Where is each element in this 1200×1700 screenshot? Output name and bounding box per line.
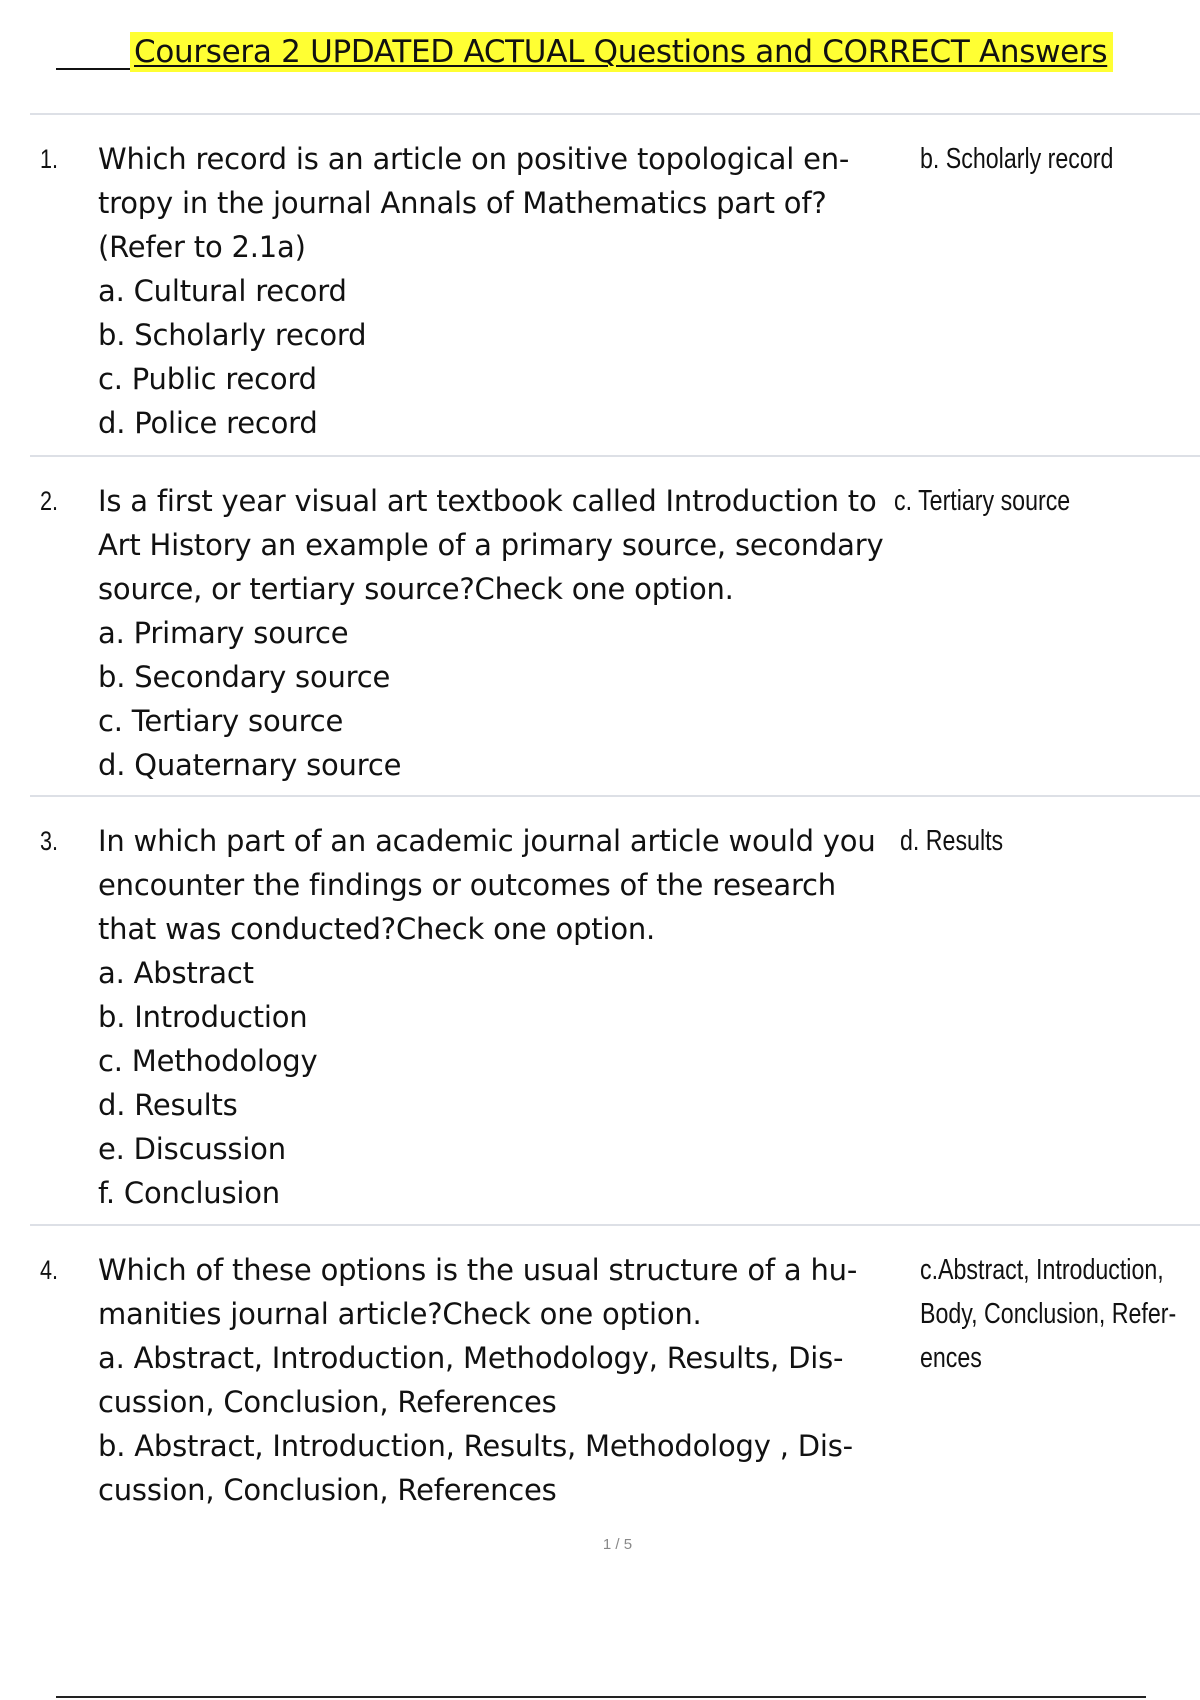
answer-text: b. Scholarly record bbox=[920, 143, 1114, 175]
question-line: encounter the findings or outcomes of the research bbox=[98, 868, 836, 902]
question-2 bbox=[30, 455, 1200, 795]
option-a: a. Abstract bbox=[98, 956, 254, 990]
question-number: 4. bbox=[40, 1255, 59, 1285]
title-leading-rule bbox=[56, 68, 134, 70]
option-d: d. Police record bbox=[98, 406, 318, 440]
option-d: d. Quaternary source bbox=[98, 748, 402, 782]
option-a: a. Cultural record bbox=[98, 274, 347, 308]
question-text bbox=[98, 819, 928, 1215]
option-b: b. Abstract, Introduction, Results, Methodology , Dis- bbox=[98, 1429, 853, 1463]
question-3 bbox=[30, 795, 1200, 1224]
option-c: c. Tertiary source bbox=[98, 704, 344, 738]
option-c: c. Public record bbox=[98, 362, 317, 396]
option-c: c. Methodology bbox=[98, 1044, 318, 1078]
answer-text bbox=[920, 1248, 1192, 1380]
option-b: b. Introduction bbox=[98, 1000, 308, 1034]
answer-line: Body, Conclusion, Refer- bbox=[920, 1298, 1177, 1330]
question-4 bbox=[30, 1224, 1200, 1586]
question-text bbox=[98, 137, 928, 445]
document-header bbox=[56, 28, 1146, 78]
page-number: 1 / 5 bbox=[602, 1536, 633, 1553]
question-text bbox=[98, 1248, 928, 1512]
footer-rule bbox=[56, 1696, 1146, 1698]
option-b: b. Scholarly record bbox=[98, 318, 367, 352]
answer-text: c. Tertiary source bbox=[894, 485, 1071, 517]
question-1 bbox=[30, 113, 1200, 455]
option-b-continued: cussion, Conclusion, References bbox=[98, 1473, 557, 1507]
question-line: Is a first year visual art textbook called Introduction to bbox=[98, 484, 877, 518]
answer-text: d. Results bbox=[900, 825, 1004, 857]
question-number: 1. bbox=[40, 144, 59, 174]
answer-line: c.Abstract, Introduction, bbox=[920, 1254, 1164, 1286]
option-f: f. Conclusion bbox=[98, 1176, 280, 1210]
question-line: (Refer to 2.1a) bbox=[98, 230, 306, 264]
question-text bbox=[98, 479, 928, 787]
option-e: e. Discussion bbox=[98, 1132, 286, 1166]
question-line: Which of these options is the usual structure of a hu- bbox=[98, 1253, 858, 1287]
option-b: b. Secondary source bbox=[98, 660, 391, 694]
question-line: source, or tertiary source?Check one option. bbox=[98, 572, 734, 606]
question-number: 2. bbox=[40, 486, 59, 516]
question-number: 3. bbox=[40, 826, 59, 856]
option-a: a. Primary source bbox=[98, 616, 349, 650]
document-title: Coursera 2 UPDATED ACTUAL Questions and CORRECT Answers bbox=[130, 32, 1113, 72]
question-line: Art History an example of a primary source, secondary bbox=[98, 528, 884, 562]
question-line: Which record is an article on positive topological en- bbox=[98, 142, 850, 176]
answer-line: ences bbox=[920, 1342, 982, 1374]
option-d: d. Results bbox=[98, 1088, 238, 1122]
option-a-continued: cussion, Conclusion, References bbox=[98, 1385, 557, 1419]
question-line: that was conducted?Check one option. bbox=[98, 912, 656, 946]
question-line: In which part of an academic journal article would you bbox=[98, 824, 876, 858]
question-line: manities journal article?Check one option. bbox=[98, 1297, 702, 1331]
question-line: tropy in the journal Annals of Mathematics part of? bbox=[98, 186, 827, 220]
question-list bbox=[30, 113, 1200, 1586]
option-a: a. Abstract, Introduction, Methodology, Results, Dis- bbox=[98, 1341, 844, 1375]
